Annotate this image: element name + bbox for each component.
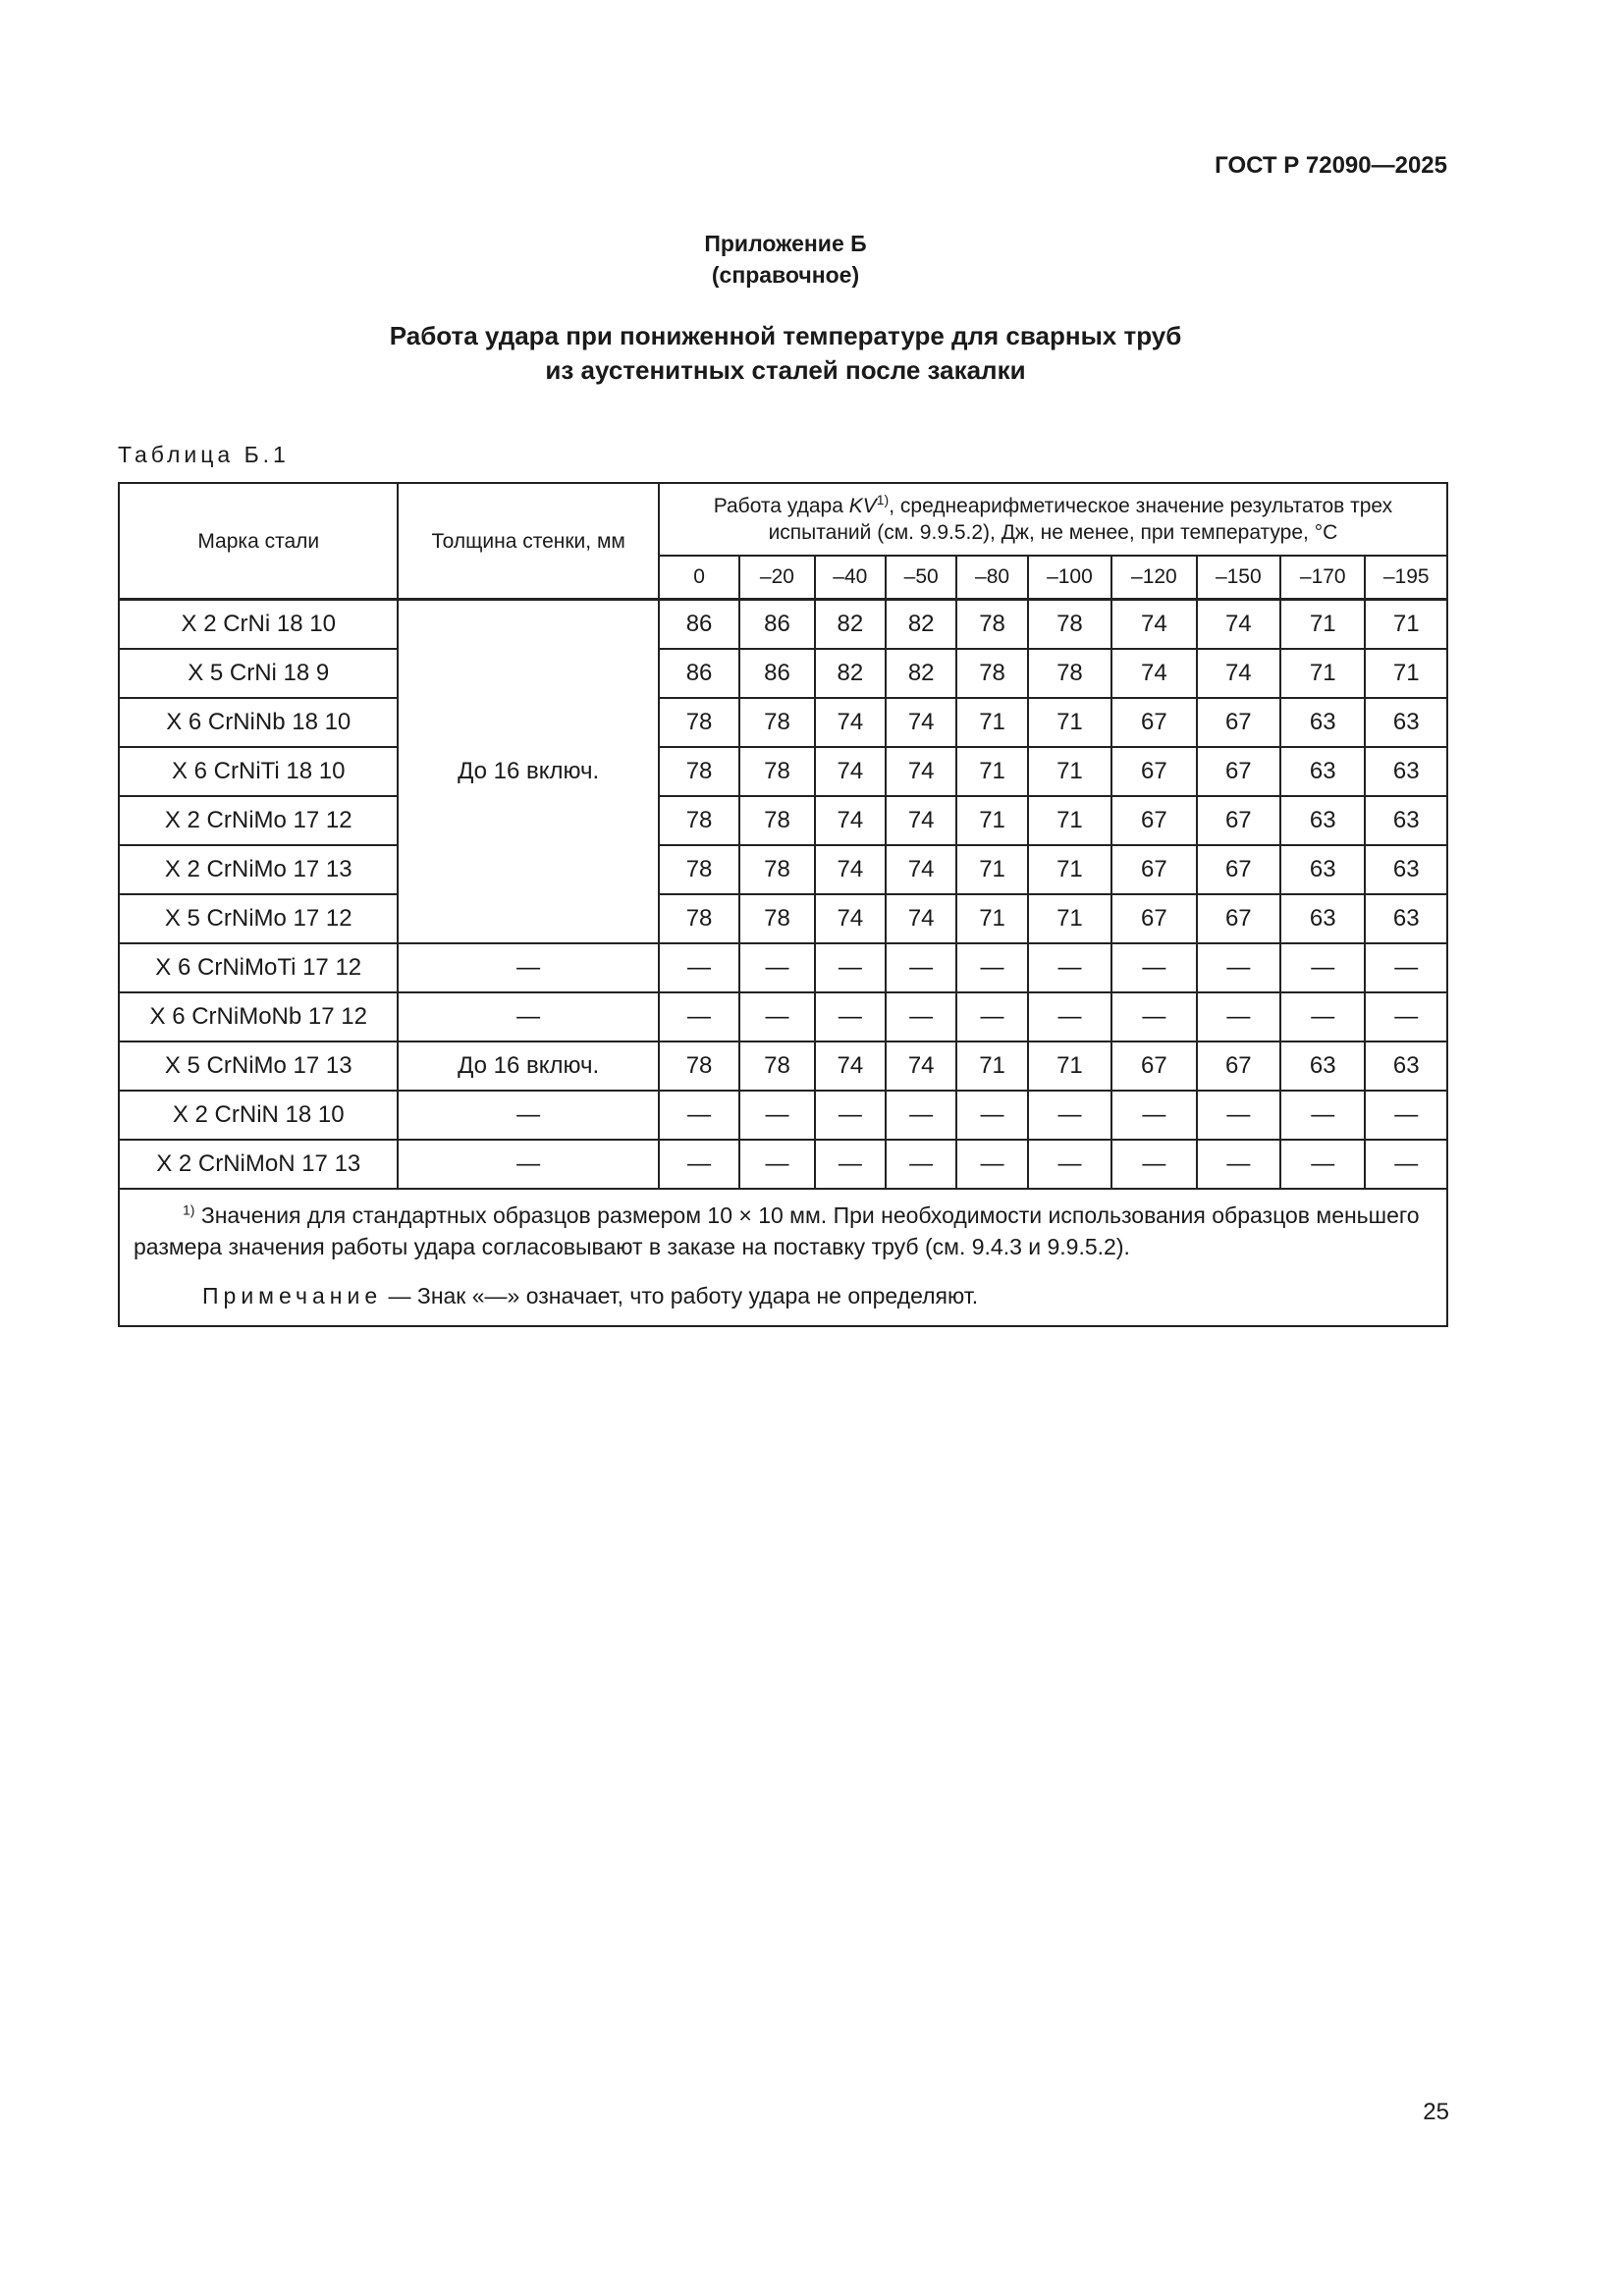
impact-value-cell: 78 [739, 845, 814, 894]
impact-value-cell: 82 [886, 649, 956, 698]
header-footnote-ref: 1) [876, 492, 890, 507]
impact-value-cell: 78 [659, 894, 739, 943]
impact-value-cell: 63 [1280, 1041, 1365, 1091]
impact-value-cell: 78 [659, 845, 739, 894]
impact-value-cell: 78 [956, 649, 1027, 698]
impact-value-cell: 86 [659, 600, 739, 650]
impact-value-cell: 71 [1365, 600, 1447, 650]
impact-value-cell: 63 [1365, 698, 1447, 747]
appendix-title: Приложение Б [704, 231, 867, 256]
footnote-marker: 1) [183, 1201, 195, 1218]
section-title [0, 319, 1571, 388]
table-row [119, 845, 1447, 894]
impact-value-cell: — [739, 1140, 814, 1189]
impact-value-cell: 71 [956, 894, 1027, 943]
impact-value-cell: 71 [956, 698, 1027, 747]
impact-value-cell: 63 [1365, 845, 1447, 894]
impact-value-cell: — [739, 992, 814, 1041]
impact-value-cell: 63 [1365, 894, 1447, 943]
impact-value-cell: 74 [886, 1041, 956, 1091]
header-temperature: –150 [1197, 556, 1280, 600]
header-impact-kv: KV [848, 495, 877, 517]
header-steel-grade: Марка стали [119, 483, 398, 600]
appendix-type: (справочное) [711, 262, 860, 288]
impact-value-cell: — [1365, 943, 1447, 992]
impact-value-cell: — [956, 992, 1027, 1041]
impact-value-cell: 74 [815, 747, 886, 796]
impact-value-cell: — [886, 1091, 956, 1140]
impact-value-cell: — [659, 1091, 739, 1140]
impact-value-cell: 63 [1280, 845, 1365, 894]
table-row [119, 894, 1447, 943]
impact-value-cell: — [1111, 1091, 1196, 1140]
impact-value-cell: — [1280, 943, 1365, 992]
impact-value-cell: 67 [1111, 796, 1196, 845]
impact-value-cell: 67 [1111, 698, 1196, 747]
header-temperature: –80 [956, 556, 1027, 600]
impact-value-cell: 74 [815, 894, 886, 943]
impact-value-cell: 82 [815, 600, 886, 650]
impact-value-cell: 67 [1197, 845, 1280, 894]
impact-value-cell: 82 [815, 649, 886, 698]
impact-value-cell: — [1111, 992, 1196, 1041]
steel-grade-cell: Х 5 CrNiMo 17 13 [119, 1041, 398, 1091]
wall-thickness-cell: — [398, 992, 658, 1041]
impact-value-cell: 63 [1280, 698, 1365, 747]
note-text: — Знак «—» означает, что работу удара не определяют. [382, 1283, 979, 1308]
impact-value-cell: 78 [659, 1041, 739, 1091]
table-row [119, 649, 1447, 698]
header-temperature: –100 [1028, 556, 1111, 600]
impact-value-cell: 78 [956, 600, 1027, 650]
impact-value-cell: — [956, 943, 1027, 992]
impact-value-cell: 67 [1197, 698, 1280, 747]
impact-value-cell: — [1028, 1140, 1111, 1189]
impact-value-cell: 74 [815, 1041, 886, 1091]
wall-thickness-cell: — [398, 943, 658, 992]
wall-thickness-cell: — [398, 1091, 658, 1140]
impact-value-cell: — [815, 1091, 886, 1140]
wall-thickness-cell: До 16 включ. [398, 1041, 658, 1091]
impact-value-cell: 63 [1280, 796, 1365, 845]
footnote-text: Значения для стандартных образцов размером 10 × 10 мм. При необходимости использования образцов меньшего размера значения работы удара согласовывают в заказе на поставку труб (см. 9.4.3 и 9.9.5.2). [134, 1202, 1420, 1259]
table-row [119, 1140, 1447, 1189]
steel-grade-cell: Х 2 CrNiMo 17 13 [119, 845, 398, 894]
section-title-line2: из аустенитных сталей после закалки [545, 355, 1026, 385]
header-impact-energy [659, 483, 1447, 556]
steel-grade-cell: Х 2 CrNiN 18 10 [119, 1091, 398, 1140]
impact-value-cell: 71 [956, 747, 1027, 796]
impact-value-cell: 74 [815, 698, 886, 747]
impact-value-cell: 71 [1280, 649, 1365, 698]
impact-value-cell: — [1197, 1140, 1280, 1189]
impact-value-cell: — [659, 1140, 739, 1189]
table-row [119, 747, 1447, 796]
impact-value-cell: — [1365, 1140, 1447, 1189]
steel-grade-cell: Х 5 CrNiMo 17 12 [119, 894, 398, 943]
impact-value-cell: 63 [1365, 1041, 1447, 1091]
header-temperature: –40 [815, 556, 886, 600]
impact-value-cell: 78 [659, 796, 739, 845]
impact-value-cell: 78 [739, 698, 814, 747]
impact-value-cell: 71 [1028, 1041, 1111, 1091]
impact-value-cell: 74 [886, 747, 956, 796]
impact-energy-table [118, 482, 1448, 1327]
impact-value-cell: — [1111, 943, 1196, 992]
header-temperature: –20 [739, 556, 814, 600]
impact-value-cell: — [815, 943, 886, 992]
impact-value-cell: 71 [1028, 698, 1111, 747]
steel-grade-cell: Х 2 CrNiMoN 17 13 [119, 1140, 398, 1189]
impact-value-cell: 86 [739, 649, 814, 698]
impact-value-cell: 63 [1365, 796, 1447, 845]
header-wall-thickness: Толщина стенки, мм [398, 483, 658, 600]
header-impact-prefix: Работа удара [713, 495, 849, 517]
impact-value-cell: 63 [1280, 894, 1365, 943]
impact-value-cell: 74 [886, 796, 956, 845]
header-temperature: 0 [659, 556, 739, 600]
header-temperature: –50 [886, 556, 956, 600]
table-note [134, 1280, 1433, 1311]
impact-value-cell: 74 [815, 845, 886, 894]
impact-value-cell: 63 [1365, 747, 1447, 796]
impact-value-cell: — [1197, 992, 1280, 1041]
impact-value-cell: 67 [1197, 1041, 1280, 1091]
impact-value-cell: — [659, 992, 739, 1041]
table-row [119, 1091, 1447, 1140]
header-temperature: –170 [1280, 556, 1365, 600]
impact-value-cell: 78 [739, 1041, 814, 1091]
impact-value-cell: — [1280, 1091, 1365, 1140]
table-row [119, 1041, 1447, 1091]
impact-value-cell: 74 [815, 796, 886, 845]
impact-value-cell: 78 [1028, 649, 1111, 698]
wall-thickness-cell: — [398, 1140, 658, 1189]
steel-grade-cell: Х 6 CrNiNb 18 10 [119, 698, 398, 747]
impact-value-cell: — [659, 943, 739, 992]
impact-value-cell: — [815, 1140, 886, 1189]
steel-grade-cell: Х 2 CrNiMo 17 12 [119, 796, 398, 845]
impact-value-cell: 74 [1111, 649, 1196, 698]
impact-value-cell: 71 [1028, 894, 1111, 943]
impact-value-cell: 74 [886, 698, 956, 747]
impact-value-cell: — [886, 1140, 956, 1189]
impact-value-cell: — [815, 992, 886, 1041]
impact-value-cell: 71 [1028, 845, 1111, 894]
impact-value-cell: 78 [659, 747, 739, 796]
impact-value-cell: — [1365, 1091, 1447, 1140]
impact-value-cell: 71 [956, 1041, 1027, 1091]
note-label: Примечание [202, 1283, 383, 1308]
impact-value-cell: 67 [1111, 747, 1196, 796]
impact-value-cell: — [1111, 1140, 1196, 1189]
appendix-heading [0, 228, 1571, 291]
table-row [119, 992, 1447, 1041]
steel-grade-cell: Х 6 CrNiMoTi 17 12 [119, 943, 398, 992]
impact-value-cell: 67 [1197, 796, 1280, 845]
impact-value-cell: — [886, 943, 956, 992]
section-title-line1: Работа удара при пониженной температуре для сварных труб [389, 321, 1182, 350]
impact-value-cell: 67 [1197, 894, 1280, 943]
impact-value-cell: 78 [739, 796, 814, 845]
impact-value-cell: 71 [1028, 796, 1111, 845]
impact-value-cell: 67 [1111, 894, 1196, 943]
table-row [119, 943, 1447, 992]
impact-value-cell: 78 [1028, 600, 1111, 650]
footnote-1 [134, 1200, 1433, 1262]
impact-value-cell: — [956, 1140, 1027, 1189]
table-row [119, 600, 1447, 650]
header-impact-suffix: , среднеарифметическое значение результатов трех испытаний (см. 9.9.5.2), Дж, не менее, при температуре, °C [768, 495, 1393, 544]
impact-value-cell: 67 [1111, 845, 1196, 894]
impact-value-cell: 74 [1197, 649, 1280, 698]
document-id: ГОСТ Р 72090—2025 [1215, 152, 1447, 179]
impact-value-cell: — [739, 943, 814, 992]
impact-value-cell: — [1280, 992, 1365, 1041]
impact-value-cell: 71 [1028, 747, 1111, 796]
impact-value-cell: 86 [659, 649, 739, 698]
table-footnotes [119, 1189, 1447, 1326]
impact-value-cell: — [1280, 1140, 1365, 1189]
page-number: 25 [1423, 2099, 1449, 2125]
impact-value-cell: 74 [1111, 600, 1196, 650]
table-label: Таблица Б.1 [118, 442, 290, 467]
impact-value-cell: — [1197, 1091, 1280, 1140]
impact-value-cell: 71 [1365, 649, 1447, 698]
impact-value-cell: — [1028, 943, 1111, 992]
steel-grade-cell: Х 6 CrNiMoNb 17 12 [119, 992, 398, 1041]
impact-value-cell: 63 [1280, 747, 1365, 796]
impact-value-cell: 71 [956, 796, 1027, 845]
table-row [119, 796, 1447, 845]
wall-thickness-cell: До 16 включ. [398, 600, 658, 944]
impact-value-cell: — [956, 1091, 1027, 1140]
impact-value-cell: 78 [739, 747, 814, 796]
impact-value-cell: 67 [1197, 747, 1280, 796]
impact-value-cell: — [886, 992, 956, 1041]
steel-grade-cell: Х 2 CrNi 18 10 [119, 600, 398, 650]
impact-value-cell: — [739, 1091, 814, 1140]
impact-value-cell: 74 [886, 845, 956, 894]
impact-value-cell: 71 [956, 845, 1027, 894]
impact-value-cell: 71 [1280, 600, 1365, 650]
impact-value-cell: 82 [886, 600, 956, 650]
impact-value-cell: — [1028, 992, 1111, 1041]
impact-value-cell: — [1197, 943, 1280, 992]
impact-value-cell: 67 [1111, 1041, 1196, 1091]
impact-value-cell: — [1028, 1091, 1111, 1140]
steel-grade-cell: Х 6 CrNiTi 18 10 [119, 747, 398, 796]
header-temperature: –120 [1111, 556, 1196, 600]
impact-value-cell: 78 [659, 698, 739, 747]
steel-grade-cell: Х 5 CrNi 18 9 [119, 649, 398, 698]
table-row [119, 698, 1447, 747]
impact-value-cell: — [1365, 992, 1447, 1041]
impact-value-cell: 78 [739, 894, 814, 943]
impact-value-cell: 86 [739, 600, 814, 650]
impact-value-cell: 74 [886, 894, 956, 943]
impact-value-cell: 74 [1197, 600, 1280, 650]
header-temperature: –195 [1365, 556, 1447, 600]
